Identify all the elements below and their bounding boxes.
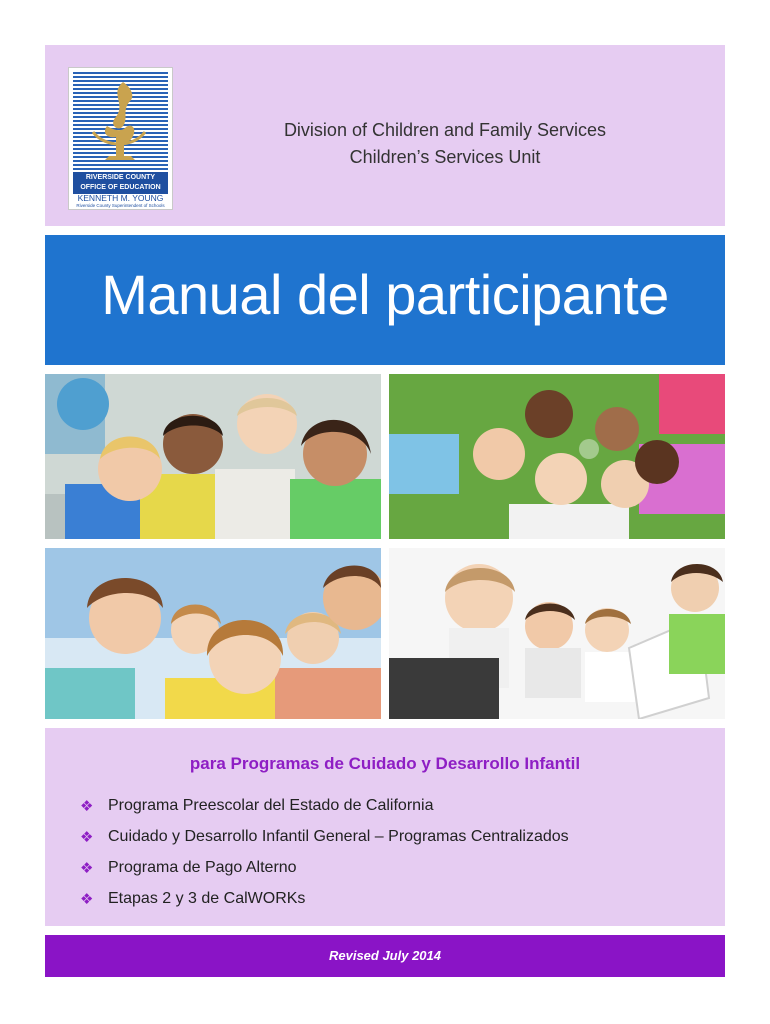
division-heading	[200, 117, 690, 171]
revised-date: Revised July 2014	[328, 948, 442, 963]
program-item-label: Cuidado y Desarrollo Infantil General – Programas Centralizados	[108, 827, 569, 845]
logo-org-line1: RIVERSIDE COUNTY	[85, 174, 156, 181]
logo-person-title: Riverside County Superintendent of Schools	[76, 203, 165, 208]
programs-heading: para Programas de Cuidado y Desarrollo Infantil	[189, 754, 581, 773]
program-item-label: Programa de Pago Alterno	[108, 858, 297, 876]
program-list	[80, 790, 569, 914]
program-item	[80, 790, 569, 821]
page-title: Manual del participante	[101, 263, 669, 326]
program-item	[80, 852, 569, 883]
logo-org-line2: OFFICE OF EDUCATION	[80, 184, 161, 191]
children-lying-on-grass-photo	[389, 374, 725, 539]
diamond-bullet-icon: ❖	[80, 889, 94, 908]
flame-icon	[79, 74, 162, 168]
diamond-bullet-icon: ❖	[80, 858, 94, 877]
children-group-classroom-photo	[45, 374, 381, 539]
program-item	[80, 821, 569, 852]
division-name: Division of Children and Family Services	[283, 120, 607, 140]
diamond-bullet-icon: ❖	[80, 827, 94, 846]
program-item-label: Etapas 2 y 3 de CalWORKs	[108, 889, 306, 907]
diamond-bullet-icon: ❖	[80, 796, 94, 815]
riverside-county-logo	[68, 67, 173, 210]
logo-org-name	[73, 172, 168, 194]
children-at-laptop-photo	[389, 548, 725, 719]
program-item	[80, 883, 569, 914]
children-smiling-outdoors-photo	[45, 548, 381, 719]
unit-name: Children’s Services Unit	[349, 147, 541, 167]
logo-person-name: KENNETH M. YOUNG	[77, 193, 164, 203]
program-item-label: Programa Preescolar del Estado de California	[108, 796, 434, 814]
